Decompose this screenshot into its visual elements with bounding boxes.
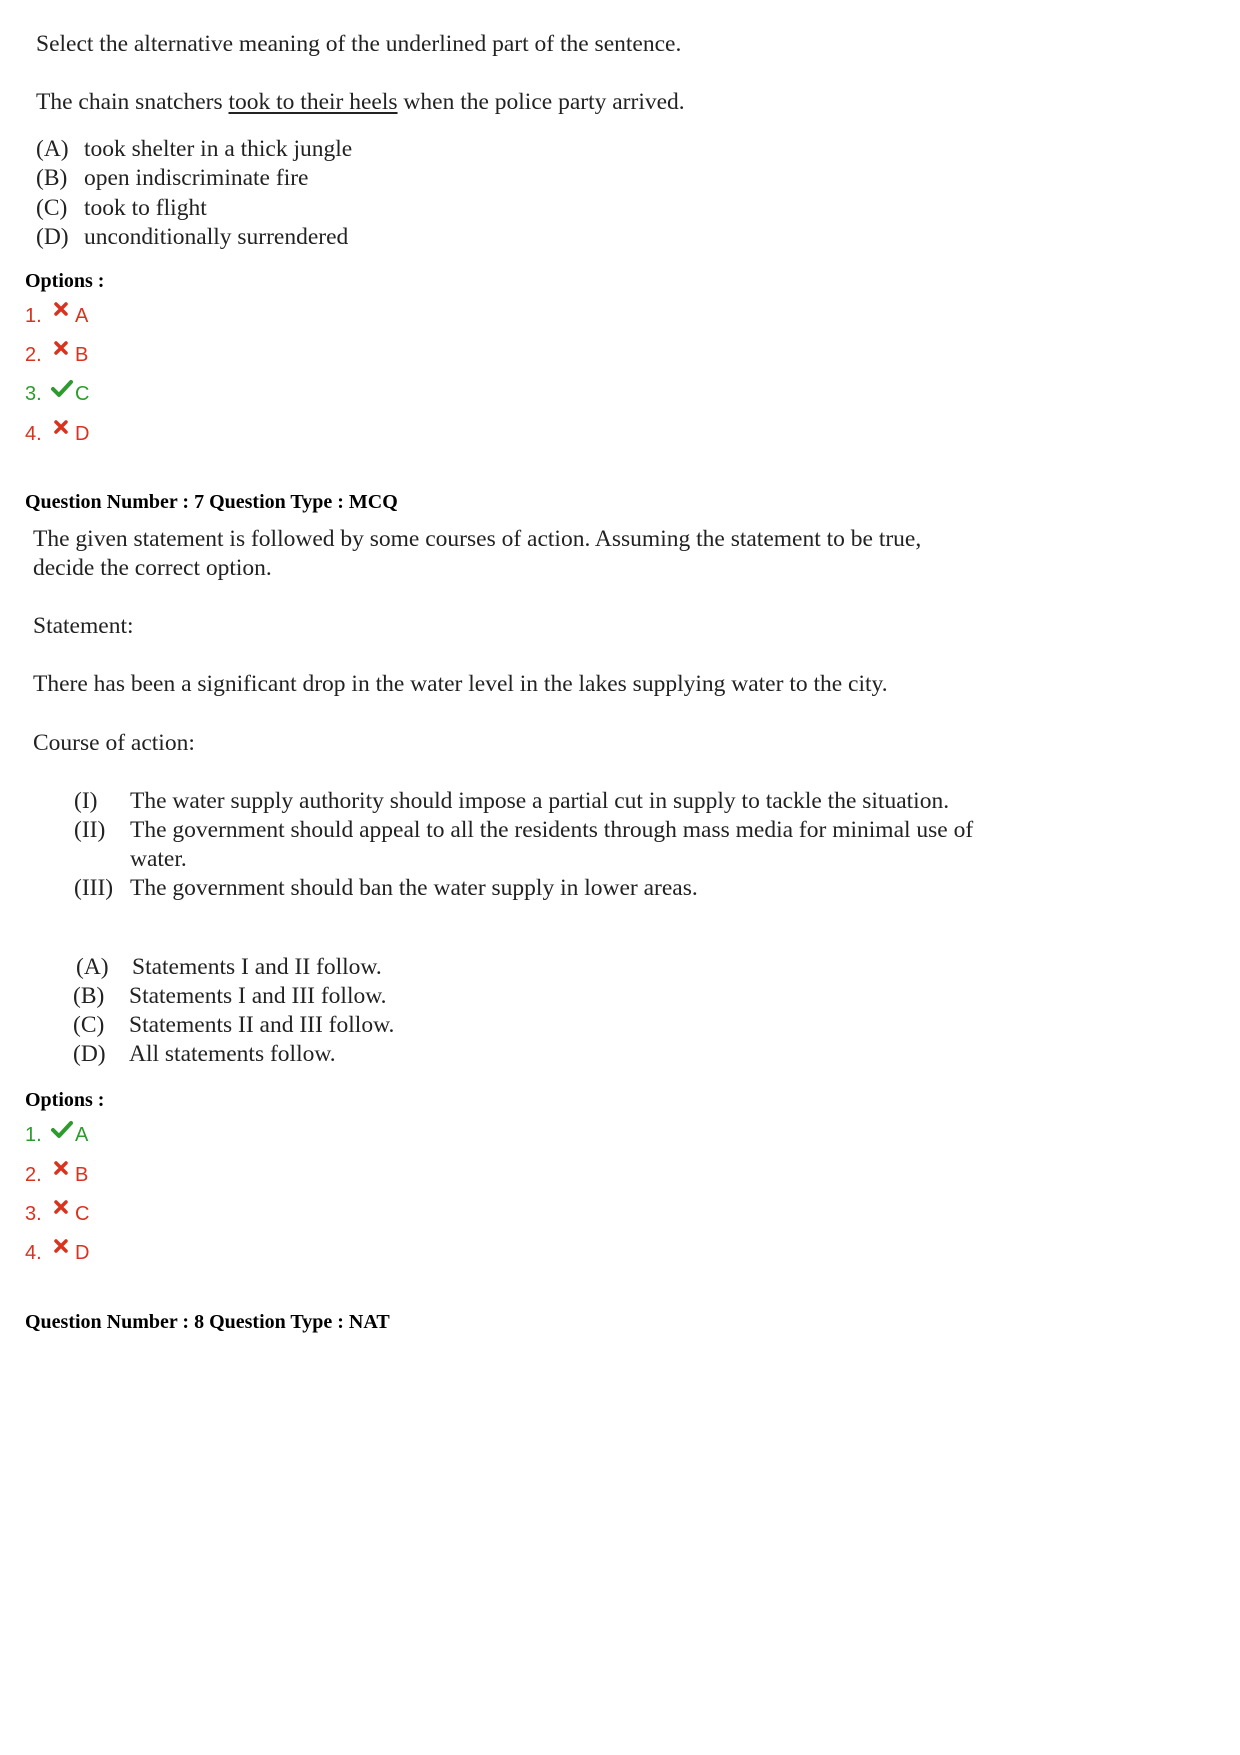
q6-choice-b: (B) open indiscriminate fire <box>36 165 309 191</box>
q7-statement: There has been a significant drop in the water level in the lakes supplying water to the city. <box>33 671 888 697</box>
q7-intro-line2: decide the correct option. <box>33 555 272 581</box>
q7-statement-label: Statement: <box>33 613 134 639</box>
q6-sentence <box>36 88 685 117</box>
q6-choice-d: (D) unconditionally surrendered <box>36 224 349 250</box>
q7-course-label: Course of action: <box>33 730 195 756</box>
q7-option-2: 2. B <box>25 1160 88 1190</box>
q6-option-3: 3. C <box>25 379 89 409</box>
cross-icon <box>51 340 73 360</box>
q6-underlined-phrase: took to their heels <box>228 89 398 115</box>
q7-course-2: (II) The government should appeal to all the residents through mass media for minimal use of <box>74 817 974 843</box>
q6-option-2: 2. B <box>25 340 88 370</box>
q8-header: Question Number : 8 Question Type : NAT <box>25 1311 390 1333</box>
q7-course-2-cont: water. <box>130 846 187 872</box>
q6-instruction: Select the alternative meaning of the underlined part of the sentence. <box>36 31 682 57</box>
q7-option-3: 3. C <box>25 1199 89 1229</box>
q6-option-1: 1. A <box>25 301 88 331</box>
cross-icon <box>51 1160 73 1180</box>
q6-choice-c: (C) took to flight <box>36 195 207 221</box>
q7-header: Question Number : 7 Question Type : MCQ <box>25 491 398 513</box>
q6-option-4: 4. D <box>25 419 89 449</box>
q7-course-3: (III) The government should ban the water supply in lower areas. <box>74 875 698 901</box>
q6-options-label: Options : <box>25 270 105 292</box>
q7-options-label: Options : <box>25 1089 105 1111</box>
cross-icon <box>51 301 73 321</box>
q6-choice-a: (A) took shelter in a thick jungle <box>36 136 353 162</box>
q7-choice-a: (A) Statements I and II follow. <box>76 954 382 980</box>
q6-sentence-post: when the police party arrived. <box>397 89 685 115</box>
q7-choice-c: (C) Statements II and III follow. <box>73 1012 395 1038</box>
q7-option-4: 4. D <box>25 1238 89 1268</box>
q7-intro-line1: The given statement is followed by some courses of action. Assuming the statement to be true, <box>33 526 922 552</box>
check-icon <box>51 379 73 399</box>
cross-icon <box>51 1238 73 1258</box>
cross-icon <box>51 1199 73 1219</box>
check-icon <box>51 1120 73 1140</box>
cross-icon <box>51 419 73 439</box>
q7-option-1: 1. A <box>25 1120 88 1150</box>
q7-choice-b: (B) Statements I and III follow. <box>73 983 387 1009</box>
q7-choice-d: (D) All statements follow. <box>73 1041 336 1067</box>
q6-sentence-pre: The chain snatchers <box>36 89 229 115</box>
q7-course-1: (I) The water supply authority should impose a partial cut in supply to tackle the situation. <box>74 788 950 814</box>
